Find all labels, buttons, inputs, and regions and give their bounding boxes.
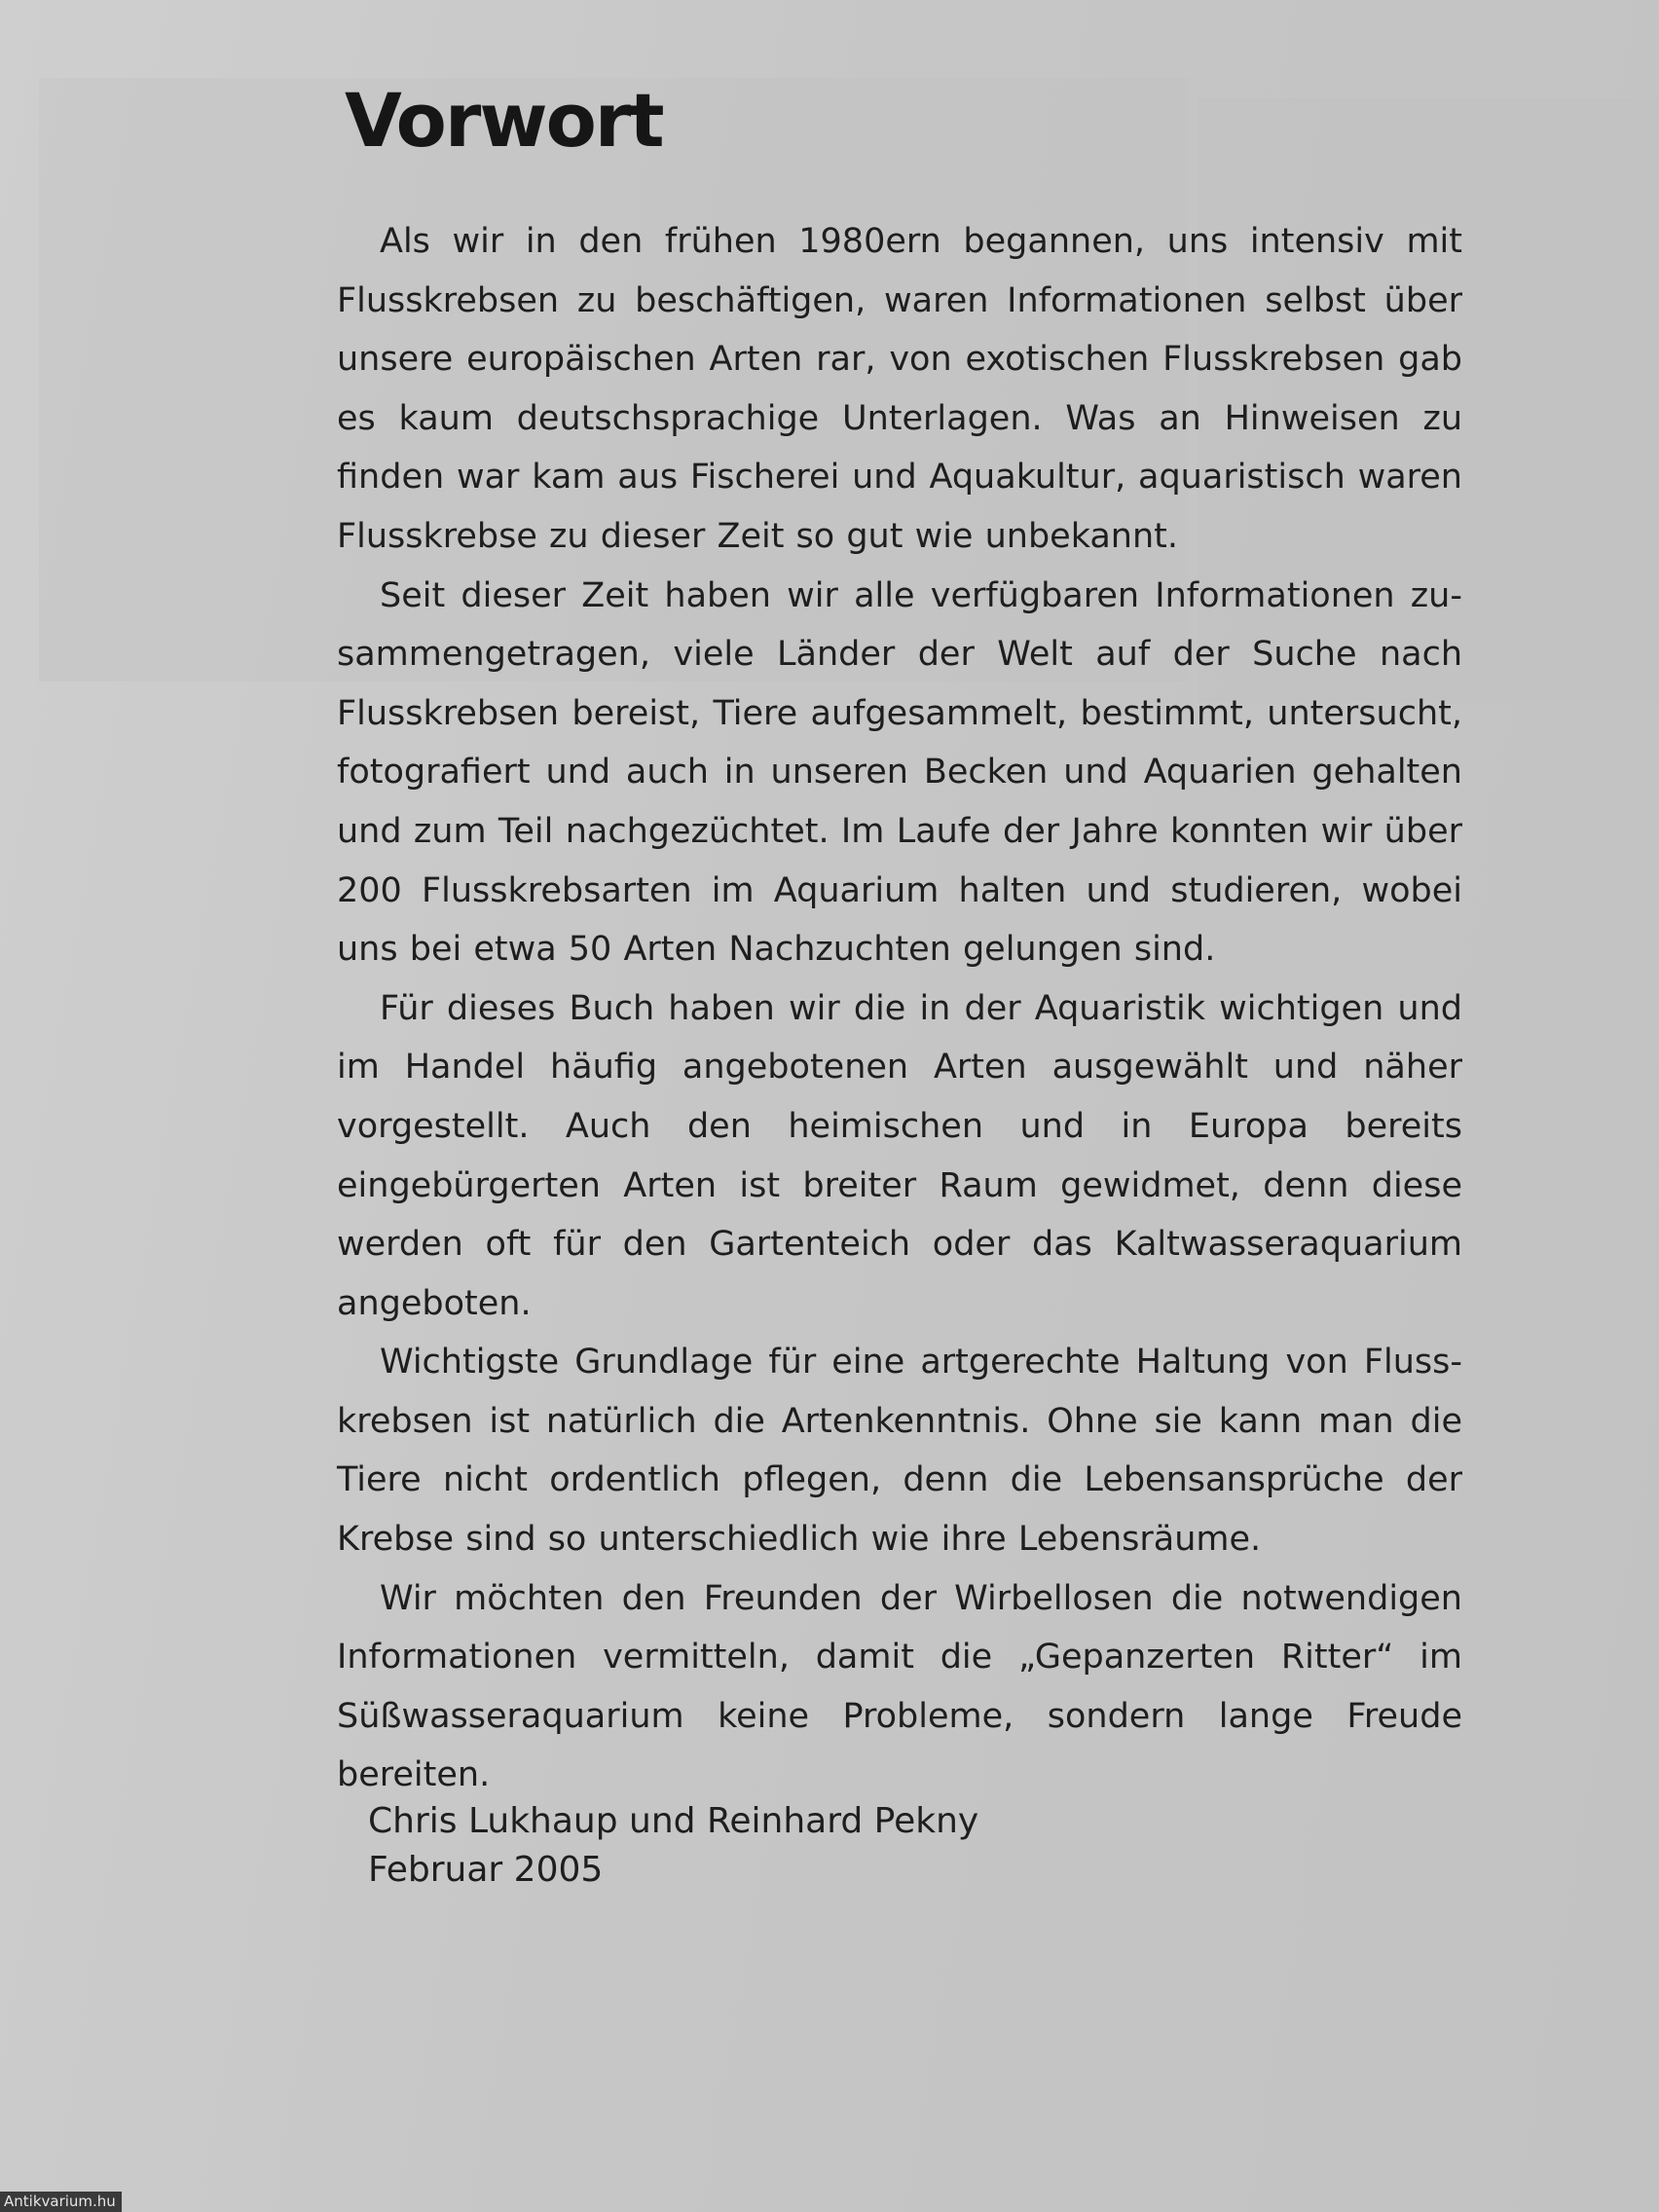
signature-date: Februar 2005	[368, 1850, 604, 1890]
signature-block	[368, 1797, 978, 1895]
paragraph-4: Wichtigste Grundlage für eine artgerechte Haltung von Flusskrebsen ist natürlich die Artenkenntnis. Ohne sie kann man die Tiere nicht ordentlich pflegen, denn die Lebensansprüche der Krebse sind so unterschiedlich wie ihre Lebensräume.	[337, 1343, 1462, 1560]
paragraph-3: Für dieses Buch haben wir die in der Aquaristik wichtigen und im Handel häufig angebotenen Arten ausgewählt und näher vorgestellt. Auch den heimischen und in Europa bereits eingebürgerten Arten ist breiter Raum gewidmet, denn diese werden oft für den Gartenteich oder das Kaltwasseraquarium angeboten.	[337, 988, 1462, 1323]
paragraph-2: Seit dieser Zeit haben wir alle verfügbaren Informationen zusammengetragen, viele Länder der Welt auf der Suche nach Flusskrebsen bereist, Tiere aufgesammelt, bestimmt, untersucht, fotografiert und auch in unseren Becken und Aquarien gehalten und zum Teil nachgezüchtet. Im Laufe der Jahre konnten wir über 200 Flusskrebsarten im Aquarium halten und studieren, wobei uns bei etwa 50 Arten Nachzuchten gelungen sind.	[337, 575, 1462, 970]
paragraph-5: Wir möchten den Freunden der Wirbellosen die notwendigen Informationen vermitteln, damit die „Gepanzerten Ritter“ im Süßwasseraquarium keine Probleme, sondern lange Freude bereiten.	[337, 1578, 1462, 1795]
foreword-body	[337, 212, 1462, 1805]
signature-authors: Chris Lukhaup und Reinhard Pekny	[368, 1801, 979, 1841]
page-title: Vorwort	[345, 77, 663, 164]
book-page	[321, 76, 1470, 2023]
watermark-label: Antikvarium.hu	[0, 2192, 122, 2212]
paragraph-1: Als wir in den frühen 1980ern begannen, uns intensiv mit Flusskrebsen zu beschäftigen, waren Informationen selbst über unsere europäischen Arten rar, von exotischen Flusskrebsen gab es kaum deutschsprachige Unterlagen. Was an Hinweisen zu finden war kam aus Fischerei und Aquakultur, aquaristisch waren Flusskrebse zu dieser Zeit so gut wie unbekannt.	[337, 222, 1462, 556]
